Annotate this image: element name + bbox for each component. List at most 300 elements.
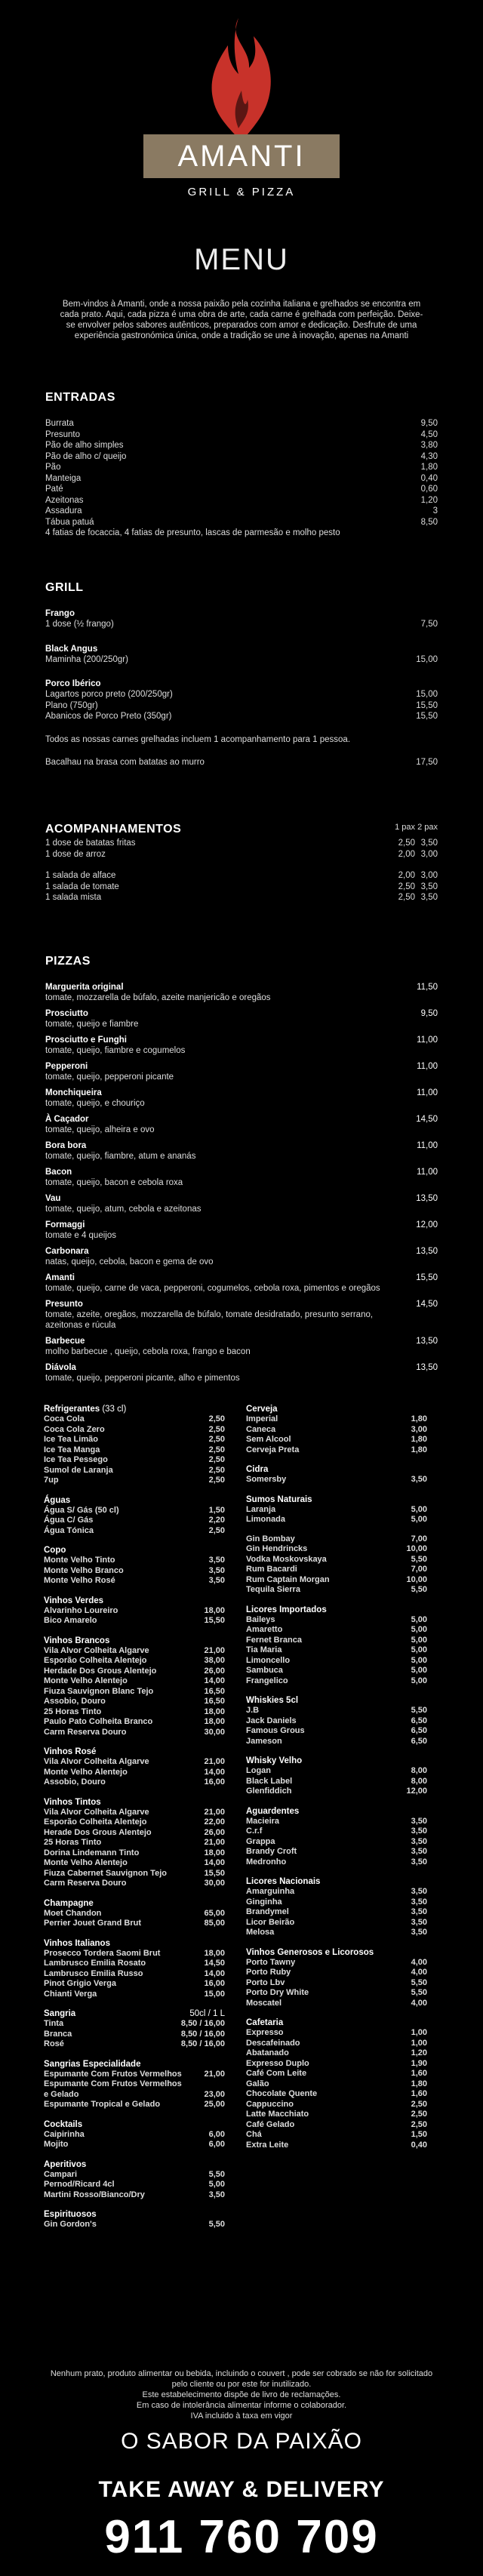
entradas-list (45, 418, 438, 528)
item-price: 3,50 (411, 1897, 427, 1907)
item-price: 5,00 (411, 1676, 427, 1685)
item-name: Coca Cola (44, 1414, 85, 1423)
drink-category (246, 1534, 427, 1596)
item-name: Herdade Dos Grous Alentejo (44, 1666, 157, 1676)
footer-note: IVA incluido à taxa em vigor (190, 2411, 293, 2421)
item-name: Ice Tea Manga (44, 1445, 100, 1454)
pizza-list (45, 982, 438, 1383)
footer-note: Este estabelecimento dispõe de livro de reclamações. (142, 2390, 341, 2399)
takeaway-heading: TAKE AWAY & DELIVERY (98, 2477, 385, 2502)
item-name: J.B (246, 1706, 260, 1715)
item-name: Sambuca (246, 1666, 283, 1675)
pizza-price: 11,00 (417, 1168, 438, 1177)
item-name: Herade Dos Grous Alentejo (44, 1827, 152, 1837)
category-name: Vinhos Verdes (44, 1596, 104, 1605)
menu-row (44, 1838, 225, 1848)
category-name: Cerveja (246, 1405, 278, 1414)
item-name: Porto Lbv (246, 1977, 285, 1987)
item-name: Café Gelado (246, 2119, 295, 2129)
item-price: 7,00 (411, 1565, 427, 1574)
item-name: Lagartos porco preto (200/250gr) (45, 690, 173, 699)
item-name: 25 Horas Tinto (44, 1838, 102, 1847)
item-name: Baileys (246, 1614, 275, 1624)
category-name: Vinhos Brancos (44, 1636, 110, 1645)
pizza-item (45, 1140, 438, 1162)
category-header (246, 1806, 427, 1817)
item-price: 5,50 (208, 2169, 225, 2179)
drink-category (44, 1636, 225, 1738)
item-name: Rosé (44, 2039, 64, 2048)
item-price: 0,40 (411, 2140, 427, 2150)
menu-row (44, 1707, 225, 1718)
menu-row (44, 1808, 225, 1818)
menu-row (44, 1435, 225, 1445)
menu-row (44, 2030, 225, 2040)
pizza-item (45, 1299, 438, 1331)
section-grill (45, 581, 438, 768)
item-name: Porto Ruby (246, 1968, 291, 1977)
item-name: Amaretto (246, 1625, 283, 1634)
item-price: 0,40 (420, 473, 438, 483)
item-price: 1,90 (411, 2058, 427, 2068)
item-name: Laranja (246, 1504, 276, 1514)
category-header (44, 2209, 225, 2220)
item-name: Burrata (45, 419, 74, 428)
item-price: 14,50 (204, 1959, 225, 1968)
menu-row (246, 1777, 427, 1787)
item-price: 4,30 (420, 451, 438, 461)
item-name: Limoncello (246, 1655, 291, 1665)
item-name: Água Tónica (44, 1525, 94, 1535)
grill-group (45, 608, 438, 630)
drink-category (44, 2159, 225, 2201)
item-price: 4,00 (411, 1968, 427, 1977)
item-name: Chá (246, 2130, 262, 2139)
item-name: Fiuza Sauvignon Blanc Tejo (44, 1686, 154, 1696)
pizza-title (45, 1193, 438, 1204)
pizza-title (45, 1061, 438, 1072)
item-price: 1,80 (411, 2079, 427, 2088)
item-price: 14,00 (204, 1968, 225, 1978)
menu-row (246, 1505, 427, 1516)
menu-row (246, 2039, 427, 2049)
menu-row (44, 2140, 225, 2150)
pizza-title (45, 1336, 438, 1346)
price-1pax: 2,00 (398, 871, 415, 880)
menu-row (246, 1414, 427, 1425)
drink-category (44, 1797, 225, 1889)
pizza-desc: tomate, queijo, pepperoni picante (45, 1073, 174, 1082)
item-name: Prosecco Tordera Saomi Brut (44, 1948, 161, 1958)
acomp-row (45, 870, 438, 882)
item-name: Rum Captain Morgan (246, 1574, 330, 1584)
category-header (246, 1695, 427, 1706)
drink-category (44, 1495, 225, 1537)
category-header (246, 2017, 427, 2028)
category-name: Whiskies 5cl (246, 1696, 299, 1705)
drink-category (44, 2119, 225, 2150)
pizza-item (45, 1362, 438, 1383)
category-name: Cidra (246, 1465, 269, 1474)
grill-extra (45, 757, 438, 768)
item-price: 3,50 (411, 1847, 427, 1856)
pizza-desc: tomate, queijo, bacon e cebola roxa (45, 1178, 183, 1187)
group-title (45, 679, 438, 689)
drinks-left-column (44, 1404, 225, 2230)
item-name: Extra Leite (246, 2140, 289, 2150)
category-header (246, 1756, 427, 1766)
item-name: Espumante Tropical e Gelado (44, 2100, 161, 2109)
menu-row (44, 1556, 225, 1566)
item-name: Monte Velho Alentejo (44, 1767, 128, 1777)
pizza-name: Presunto (45, 1300, 83, 1309)
pizza-name: Monchiqueira (45, 1088, 102, 1097)
menu-row (246, 1716, 427, 1727)
item-name: Monte Velho Alentejo (44, 1858, 128, 1867)
brand-subtitle: GRILL & PIZZA (187, 186, 296, 199)
item-price: 15,50 (204, 1868, 225, 1878)
item-name: 1 salada de tomate (45, 882, 119, 891)
item-name: Assobio, Douro (44, 1777, 106, 1787)
item-price: 1,00 (411, 2038, 427, 2048)
item-name: Azeitonas (45, 495, 84, 505)
item-price: 16,50 (204, 1697, 225, 1706)
item-name: Espumante Com Frutos Vermelhos (44, 2069, 182, 2079)
menu-row (44, 1979, 225, 1990)
pizza-price: 14,50 (416, 1300, 438, 1309)
menu-row (44, 1667, 225, 1677)
item-name: Famous Grous (246, 1726, 305, 1735)
price-2pax: 3,50 (420, 882, 438, 891)
item-name: Água C/ Gás (44, 1516, 94, 1525)
menu-row (44, 2019, 225, 2030)
pizza-price: 13,50 (416, 1247, 438, 1256)
item-name: Monte Velho Tinto (44, 1556, 115, 1565)
item-name: Bacalhau na brasa com batatas ao murro (45, 758, 205, 767)
item-price: 5,50 (411, 1988, 427, 1997)
item-name: Galão (246, 2079, 269, 2088)
item-price: 14,00 (204, 1858, 225, 1867)
item-name: Chocolate Quente (246, 2089, 318, 2098)
item-price: 30,00 (204, 1879, 225, 1888)
menu-row (246, 1726, 427, 1737)
item-name: Carm Reserva Douro (44, 1727, 127, 1737)
item-name: Gin Hendrincks (246, 1544, 308, 1553)
drink-category (246, 1464, 427, 1485)
item-price: 1,50 (208, 1505, 225, 1515)
item-name: Espumante Com Frutos Vermelhos (44, 2079, 182, 2088)
grill-group (45, 679, 438, 722)
menu-row (246, 1857, 427, 1868)
item-price: 12,00 (406, 1787, 427, 1796)
menu-row (246, 1515, 427, 1525)
item-name: Imperial (246, 1414, 278, 1423)
item-price: 2,50 (208, 1414, 225, 1423)
menu-row (45, 517, 438, 528)
item-price: 5,50 (411, 1706, 427, 1715)
menu-row (44, 1425, 225, 1436)
menu-row (45, 451, 438, 463)
drink-category (44, 1596, 225, 1627)
menu-row (44, 2170, 225, 2181)
category-name: Sangria (44, 2009, 76, 2018)
menu-row (246, 1887, 427, 1897)
pizza-item (45, 1061, 438, 1082)
item-price: 1,50 (411, 2130, 427, 2139)
item-price: 5,00 (411, 1515, 427, 1524)
item-price: 3,50 (208, 1576, 225, 1585)
item-name: Limonada (246, 1515, 285, 1524)
footer-note: Em caso de intolerância alimentar informe o colaborador. (136, 2401, 347, 2410)
category-header (246, 1605, 427, 1615)
item-name: Abatanado (246, 2048, 289, 2057)
drink-category (44, 1938, 225, 2000)
item-name: Licor Beirão (246, 1917, 295, 1927)
item-name: Presunto (45, 429, 81, 439)
item-price: 2,50 (208, 1476, 225, 1485)
item-name: Vila Alvor Colheita Algarve (44, 1645, 149, 1655)
menu-row (246, 2059, 427, 2070)
category-name: Vinhos Italianos (44, 1938, 110, 1948)
price-1pax: 2,50 (398, 893, 415, 902)
item-name: Fiuza Cabernet Sauvignon Tejo (44, 1868, 167, 1878)
item-name: Logan (246, 1766, 271, 1775)
item-name: 25 Horas Tinto (44, 1707, 102, 1716)
item-price: 7,00 (411, 1534, 427, 1543)
item-price: 15,50 (416, 700, 438, 710)
item-name: Mojito (44, 2140, 69, 2149)
item-price: 8,50 / 16,00 (180, 2029, 225, 2039)
pizza-price: 14,50 (416, 1115, 438, 1124)
menu-row (246, 1968, 427, 1978)
item-name: 1 salada mista (45, 893, 102, 902)
item-name: Vila Alvor Colheita Algarve (44, 1757, 149, 1766)
item-name: Pinot Grigio Verga (44, 1979, 116, 1988)
category-header (44, 1938, 225, 1949)
pizza-item (45, 1114, 438, 1135)
item-name: 1 dose (½ frango) (45, 620, 114, 629)
price-2pax: 3,50 (420, 839, 438, 848)
menu-row (246, 1645, 427, 1656)
grill-group (45, 644, 438, 666)
acomp-list (45, 838, 438, 903)
item-name: Tinta (44, 2019, 64, 2028)
item-price: 6,00 (208, 2129, 225, 2139)
category-name: Sangrias Especialidade (44, 2059, 141, 2069)
price-1pax: 2,50 (398, 882, 415, 891)
item-name: Campari (44, 2169, 78, 2179)
drink-category (44, 1404, 225, 1486)
menu-row (44, 1817, 225, 1828)
item-price: 3,50 (411, 1836, 427, 1846)
pizza-desc: tomate, queijo, carne de vaca, pepperoni, cogumelos, cebola roxa, pimentos e oregãos (45, 1284, 380, 1293)
item-name: Cappuccino (246, 2099, 294, 2109)
item-name: Assadura (45, 506, 82, 516)
category-name: Aguardentes (246, 1806, 300, 1816)
category-name: Licores Nacionais (246, 1877, 321, 1886)
category-name: Vinhos Generosos e Licorosos (246, 1947, 374, 1957)
category-name: Vinhos Tintos (44, 1797, 101, 1807)
item-price: 1,80 (420, 463, 438, 472)
item-price: 16,00 (204, 1777, 225, 1787)
menu-row (44, 1959, 225, 1969)
item-name: Gin Bombay (246, 1534, 295, 1543)
menu-row (45, 440, 438, 451)
section-title: GRILL (45, 581, 84, 594)
pizza-name: Marguerita original (45, 983, 124, 992)
item-price: 18,00 (204, 1717, 225, 1726)
menu-row (45, 495, 438, 506)
menu-row (246, 1988, 427, 1999)
acomp-row (45, 892, 438, 903)
menu-row (246, 1837, 427, 1848)
item-price: 17,50 (416, 758, 438, 767)
menu-row (45, 654, 438, 666)
item-price: 2,50 (208, 1424, 225, 1434)
menu-row (246, 1787, 427, 1797)
menu-row (45, 619, 438, 630)
item-price: 2,50 (411, 2119, 427, 2129)
item-price: 4,00 (411, 1957, 427, 1967)
item-price: 26,00 (204, 1827, 225, 1837)
menu-row (44, 1414, 225, 1425)
category-header (246, 1464, 427, 1475)
item-name: Ginginha (246, 1897, 282, 1907)
category-header (44, 1636, 225, 1646)
pizza-name: Formaggi (45, 1220, 85, 1230)
item-price: 18,00 (204, 1948, 225, 1958)
category-header (44, 1545, 225, 1556)
item-price: 16,50 (204, 1686, 225, 1696)
category-name: Refrigerantes (33 cl) (44, 1405, 127, 1414)
item-price: 5,00 (411, 1504, 427, 1514)
page-title: MENU (194, 243, 289, 276)
drink-category (246, 1695, 427, 1747)
price-2pax: 3,00 (420, 871, 438, 880)
category-price-header: 50cl / 1 L (189, 2009, 225, 2018)
pizza-item (45, 1336, 438, 1357)
pizza-title (45, 1088, 438, 1098)
menu-row (44, 1646, 225, 1657)
menu-row (44, 1697, 225, 1707)
item-price: 38,00 (204, 1656, 225, 1665)
category-name: Cocktails (44, 2119, 83, 2129)
menu-row (246, 1575, 427, 1586)
pizza-item (45, 1167, 438, 1188)
acomp-row (45, 849, 438, 860)
category-name: Águas (44, 1495, 71, 1505)
item-price: 6,50 (411, 1736, 427, 1746)
item-name: Esporão Colheita Alentejo (44, 1817, 147, 1827)
category-name: Espirituosos (44, 2210, 97, 2219)
item-name: Pão de alho simples (45, 441, 124, 450)
item-name: Jack Daniels (246, 1716, 297, 1725)
menu-row (246, 1827, 427, 1837)
item-price: 5,50 (411, 1585, 427, 1594)
category-header (44, 1495, 225, 1506)
item-name: Caipirinha (44, 2129, 85, 2139)
item-price: 3,00 (411, 1424, 427, 1434)
menu-row (246, 2048, 427, 2059)
menu-row (44, 1466, 225, 1476)
item-name: Moscatel (246, 1998, 282, 2008)
menu-row (44, 1869, 225, 1879)
item-price: 4,00 (411, 1998, 427, 2008)
pizza-desc: tomate, queijo e fiambre (45, 1020, 139, 1029)
slogan: O SABOR DA PAIXÃO (121, 2429, 362, 2454)
brand-name: AMANTI (177, 140, 306, 173)
group-title (45, 644, 438, 654)
item-price: 1,60 (411, 2089, 427, 2098)
item-name: Monte Velho Branco (44, 1565, 124, 1575)
menu-row (44, 2190, 225, 2201)
menu-row (44, 2070, 225, 2080)
menu-row (246, 1585, 427, 1596)
item-price: 3,80 (420, 441, 438, 450)
menu-row (44, 1687, 225, 1697)
item-price: 15,50 (416, 712, 438, 721)
item-price: 3 (432, 506, 438, 516)
menu-row (45, 700, 438, 712)
pizza-price: 11,00 (417, 1062, 438, 1071)
menu-row (45, 473, 438, 485)
category-header (44, 2008, 225, 2019)
phone-number[interactable]: 911 760 709 (104, 2511, 379, 2563)
item-price: 25,00 (204, 2100, 225, 2109)
menu-row (44, 2180, 225, 2190)
item-price: 6,00 (208, 2140, 225, 2149)
item-name: Porto Dry White (246, 1988, 309, 1997)
drink-category (246, 1947, 427, 2009)
group-name: Black Angus (45, 644, 98, 654)
category-name: Copo (44, 1546, 66, 1555)
menu-row (44, 1728, 225, 1738)
item-name: Paté (45, 485, 63, 494)
drink-category (44, 2209, 225, 2230)
item-name: Vila Alvor Colheita Algarve (44, 1807, 149, 1817)
item-name: Pernod/Ricard 4cl (44, 2180, 115, 2189)
pizza-price: 11,00 (417, 1088, 438, 1097)
item-price: 10,00 (406, 1574, 427, 1584)
item-price: 21,00 (204, 2069, 225, 2079)
pizza-item (45, 1273, 438, 1294)
item-price: 22,00 (204, 1817, 225, 1827)
menu-row (44, 1576, 225, 1587)
item-name: Gin Gordon's (44, 2220, 97, 2229)
pizza-desc: tomate, queijo, fiambre, atum e ananás (45, 1152, 196, 1161)
item-name: Assobio, Douro (44, 1697, 106, 1706)
drink-category (246, 1605, 427, 1687)
item-price: 21,00 (204, 1757, 225, 1766)
menu-row (44, 1506, 225, 1516)
drink-category (44, 1747, 225, 1788)
item-name: Medronho (246, 1857, 287, 1867)
menu-row (44, 1526, 225, 1537)
item-name: Bico Amarelo (44, 1616, 97, 1625)
pizza-desc: tomate, azeite, oregãos, mozzarella de búfalo, tomate desidratado, presunto serrano, azeitonas e rúcula (45, 1310, 374, 1330)
item-name: Moet Chandon (44, 1908, 102, 1918)
item-name: Monte Velho Alentejo (44, 1676, 128, 1685)
item-name: Tia Maria (246, 1645, 282, 1654)
menu-row (44, 2100, 225, 2110)
pizza-name: Carbonara (45, 1247, 89, 1256)
item-price: 15,00 (416, 654, 438, 664)
menu-row (246, 1817, 427, 1827)
section-entradas (45, 391, 438, 539)
item-name: Latte Macchiato (246, 2110, 309, 2119)
menu-row (246, 1636, 427, 1646)
item-price: 3,50 (411, 1907, 427, 1916)
